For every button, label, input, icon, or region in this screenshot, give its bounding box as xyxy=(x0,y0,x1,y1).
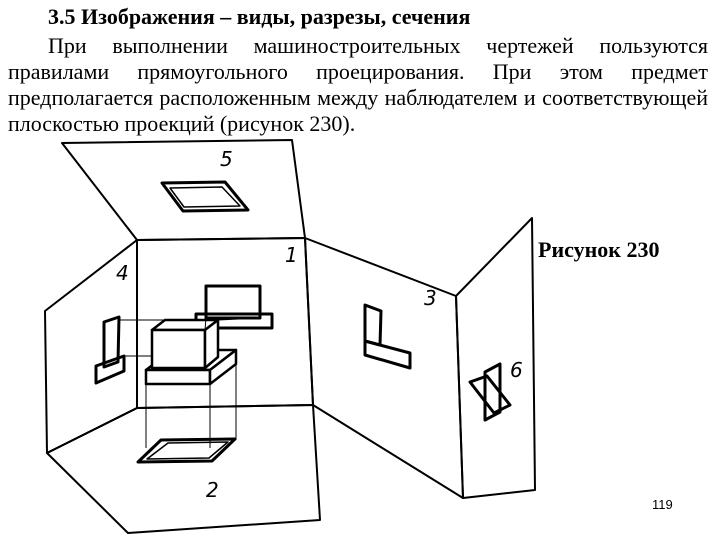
figure-caption: Рисунок 230 xyxy=(538,237,660,262)
bottom-view-projection xyxy=(138,439,235,462)
plane-label-1: 1 xyxy=(285,243,298,267)
plane-2-horizontal xyxy=(47,405,320,533)
section-heading: 3.5 Изображения – виды, разрезы, сечения xyxy=(48,4,471,29)
plane-label-6: 6 xyxy=(510,358,523,382)
plane-label-5: 5 xyxy=(220,147,233,171)
plane-label-4: 4 xyxy=(116,261,129,285)
object-3d xyxy=(146,320,236,384)
page-number: 119 xyxy=(652,497,673,512)
left-view-projection xyxy=(96,317,124,383)
right-view-projection xyxy=(470,364,510,420)
side-view-projection xyxy=(365,305,410,368)
plane-label-2: 2 xyxy=(206,478,219,502)
plane-5-top xyxy=(62,140,305,240)
plane-label-3: 3 xyxy=(424,286,437,310)
plane-3-profile xyxy=(305,238,463,498)
body-paragraph-text: При выполнении машиностроительных чертежей пользуются правилами прямоугольного проецирования. При этом предмет предполагается расположенным между наблюдателем и соответствующей плоскостью проекций (рисунок 230). xyxy=(8,33,708,136)
plane-6-right xyxy=(456,218,535,498)
